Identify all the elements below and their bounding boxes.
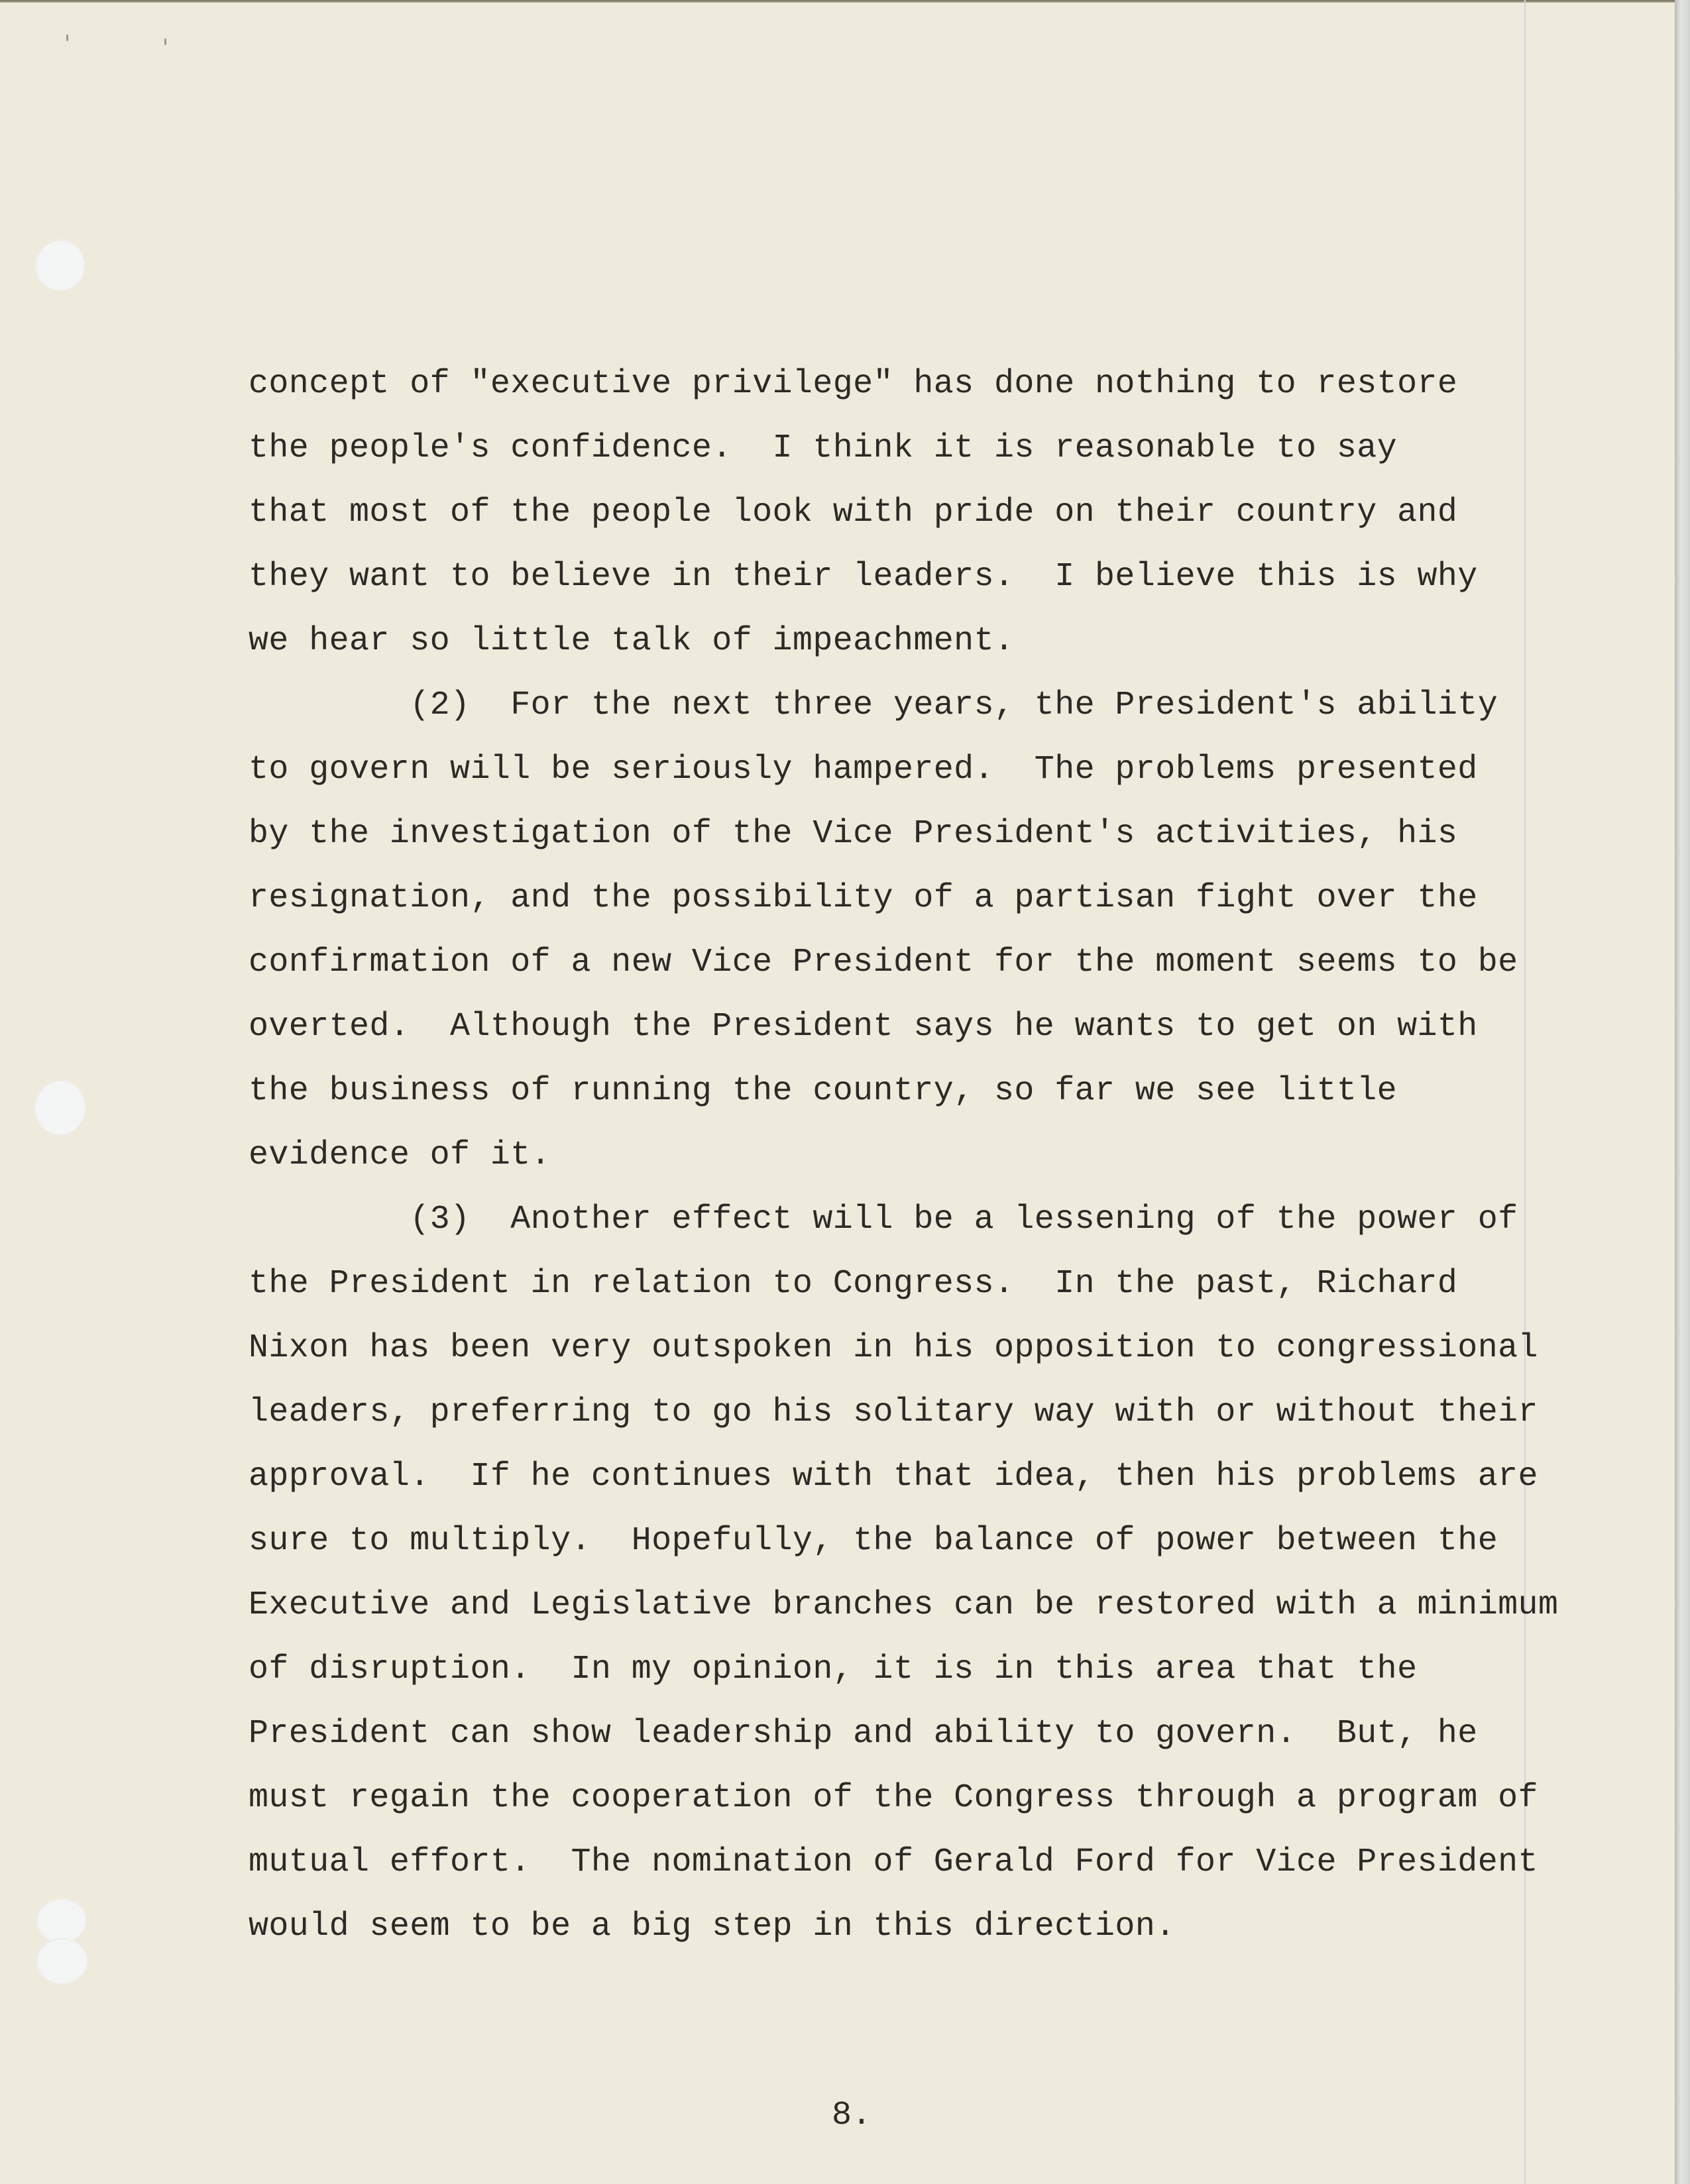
text-line: confirmation of a new Vice President for the moment seems to be <box>249 944 1518 981</box>
punch-hole-bottom-upper <box>36 1898 85 1942</box>
text-line: would seem to be a big step in this direction. <box>249 1908 1176 1945</box>
text-line: concept of "executive privilege" has done nothing to restore <box>249 365 1458 403</box>
text-line: the people's confidence. I think it is reasonable to say <box>249 429 1398 467</box>
text-line: the business of running the country, so far we see little <box>249 1072 1398 1110</box>
page-number: 8. <box>832 2097 872 2134</box>
text-line: they want to believe in their leaders. I believe this is why <box>249 558 1478 596</box>
text-line: to govern will be seriously hampered. The problems presented <box>249 751 1478 789</box>
text-line: of disruption. In my opinion, it is in this area that the <box>249 1651 1418 1688</box>
text-line: (2) For the next three years, the President's ability <box>249 686 1498 724</box>
text-line: overted. Although the President says he wants to get on with <box>249 1008 1478 1046</box>
text-line: President can show leadership and ability to govern. But, he <box>249 1715 1478 1753</box>
paper-speck <box>66 34 68 41</box>
body-text <box>249 0 1559 1945</box>
text-line: evidence of it. <box>249 1136 551 1174</box>
scan-edge <box>1675 0 1690 2184</box>
punch-hole-top <box>35 240 84 290</box>
text-line: we hear so little talk of impeachment. <box>249 622 1015 660</box>
text-line: Executive and Legislative branches can be restored with a minimum <box>249 1586 1559 1624</box>
text-line: mutual effort. The nomination of Gerald Ford for Vice President <box>249 1843 1538 1881</box>
paper-speck <box>164 38 166 45</box>
text-line: resignation, and the possibility of a partisan fight over the <box>249 879 1478 917</box>
punch-hole-middle <box>34 1080 85 1134</box>
text-line: by the investigation of the Vice President's activities, his <box>249 815 1458 853</box>
text-line: sure to multiply. Hopefully, the balance of power between the <box>249 1522 1498 1560</box>
text-line: leaders, preferring to go his solitary way with or without their <box>249 1393 1538 1431</box>
text-line: (3) Another effect will be a lessening of the power of <box>249 1201 1518 1238</box>
text-line: the President in relation to Congress. In the past, Richard <box>249 1265 1458 1303</box>
text-line: that most of the people look with pride on their country and <box>249 494 1458 531</box>
text-line: Nixon has been very outspoken in his opposition to congressional <box>249 1329 1538 1367</box>
text-line: must regain the cooperation of the Congress through a program of <box>249 1779 1538 1817</box>
text-line: approval. If he continues with that idea, then his problems are <box>249 1458 1538 1496</box>
punch-hole-bottom-lower <box>36 1938 87 1983</box>
